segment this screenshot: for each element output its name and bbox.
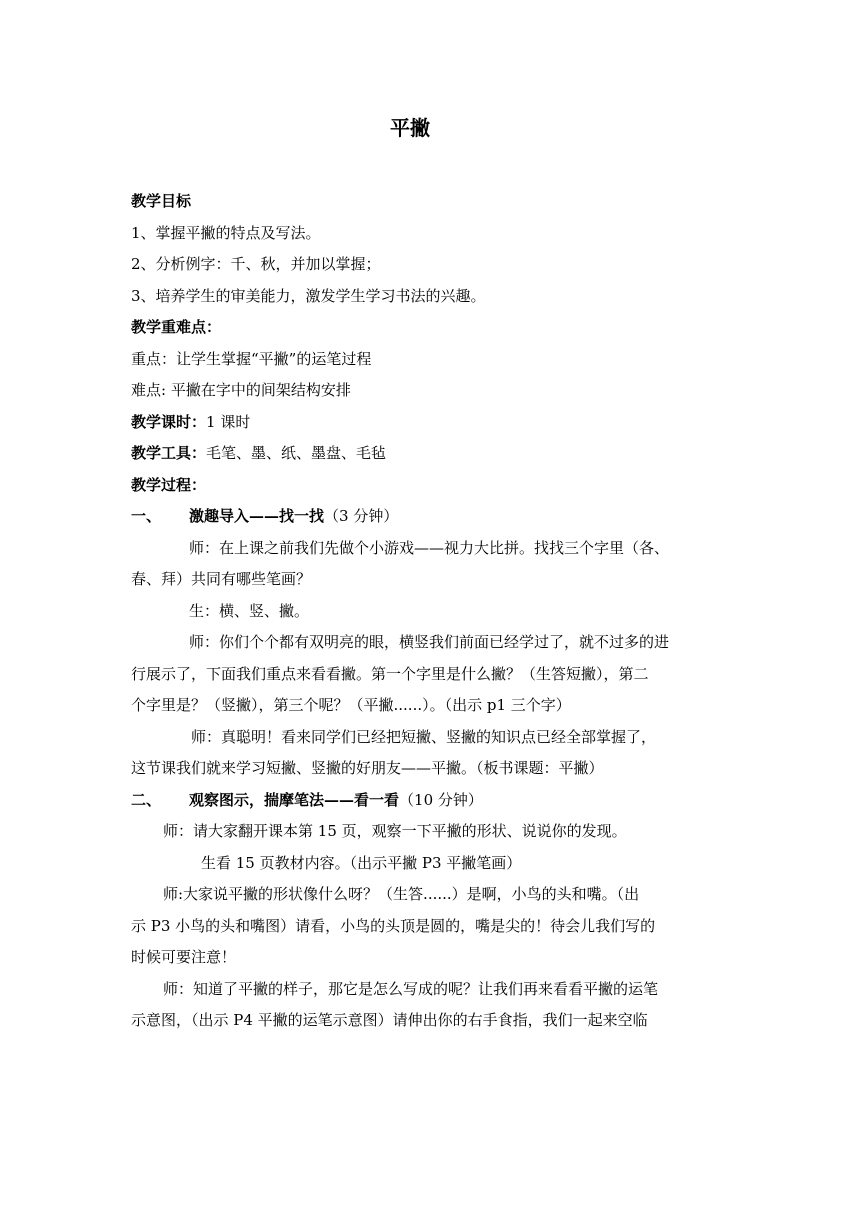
tools-label: 教学工具： xyxy=(131,444,207,462)
paragraph-line: 时候可要注意！ xyxy=(131,948,237,966)
section-heading xyxy=(131,501,731,533)
key-points-heading: 教学重难点： xyxy=(131,318,222,336)
section-number: 二、 xyxy=(131,790,162,809)
paragraph-line: 师：请大家翻开课本第 15 页，观察一下平撇的形状、说说你的发现。 xyxy=(163,822,627,840)
hours-label: 教学课时： xyxy=(131,412,207,431)
paragraph-line: 生看 15 页教材内容。（出示平撇 P3 平撇笔画） xyxy=(201,853,522,872)
section-title: 激趣导入——找一找 xyxy=(189,507,325,525)
paragraph-line: 师：真聪明！看来同学们已经把短撇、竖撇的知识点已经全部掌握了， xyxy=(191,727,657,746)
paragraph-line: 示 P3 小鸟的头和嘴图）请看，小鸟的头顶是圆的，嘴是尖的！待会儿我们写的 xyxy=(131,916,656,935)
objective-item: 3、培养学生的审美能力，激发学生学习书法的兴趣。 xyxy=(131,286,486,305)
section-number: 一、 xyxy=(131,507,162,525)
section-heading xyxy=(131,785,731,817)
document-body xyxy=(131,186,731,1037)
section-title: 观察图示，揣摩笔法——看一看 xyxy=(189,790,400,809)
hours-line xyxy=(131,407,731,439)
tools-line xyxy=(131,438,731,470)
document-title: 平撇 xyxy=(390,116,430,140)
paragraph-line: 师:大家说平撇的形状像什么呀？（生答......）是啊，小鸟的头和嘴。（出 xyxy=(163,885,640,903)
key-point-text: 重点：让学生掌握“平撇”的运笔过程 xyxy=(131,349,372,368)
paragraph-line: 行展示了，下面我们重点来看看撇。第一个字里是什么撇？（生答短撇），第二 xyxy=(131,664,649,683)
objective-item: 2、分析例字：千、秋，并加以掌握； xyxy=(131,255,381,273)
paragraph-line: 这节课我们就来学习短撇、竖撇的好朋友——平撇。（板书课题：平撇） xyxy=(131,759,604,777)
paragraph-line: 师：你们个个都有双明亮的眼，横竖我们前面已经学过了，就不过多的进 xyxy=(189,633,670,651)
hours-value: 1 课时 xyxy=(206,412,251,431)
section-time: （10 分钟） xyxy=(399,790,483,809)
paragraph-line: 师：知道了平撇的样子，那它是怎么写成的呢？让我们再来看看平撇的运笔 xyxy=(163,979,659,998)
process-heading: 教学过程： xyxy=(131,475,207,494)
difficult-point-text: 难点: 平撇在字中的间架结构安排 xyxy=(131,381,351,399)
paragraph-line: 个字里是？（竖撇），第三个呢？（平撇......）。（出示 p1 三个字） xyxy=(131,696,571,714)
paragraph-line: 春、拜）共同有哪些笔画？ xyxy=(131,570,312,588)
paragraph-line: 师：在上课之前我们先做个小游戏——视力大比拼。找找三个字里（各、 xyxy=(189,538,670,557)
tools-value: 毛笔、墨、纸、墨盘、毛毡 xyxy=(206,444,387,462)
objective-item: 1、掌握平撇的特点及写法。 xyxy=(131,223,321,242)
paragraph-line: 示意图，（出示 P4 平撇的运笔示意图）请伸出你的右手食指，我们一起来空临 xyxy=(131,1011,648,1029)
section-time: （3 分钟） xyxy=(324,507,399,525)
objectives-heading: 教学目标 xyxy=(131,192,192,210)
paragraph-line: 生：横、竖、撇。 xyxy=(189,601,310,620)
